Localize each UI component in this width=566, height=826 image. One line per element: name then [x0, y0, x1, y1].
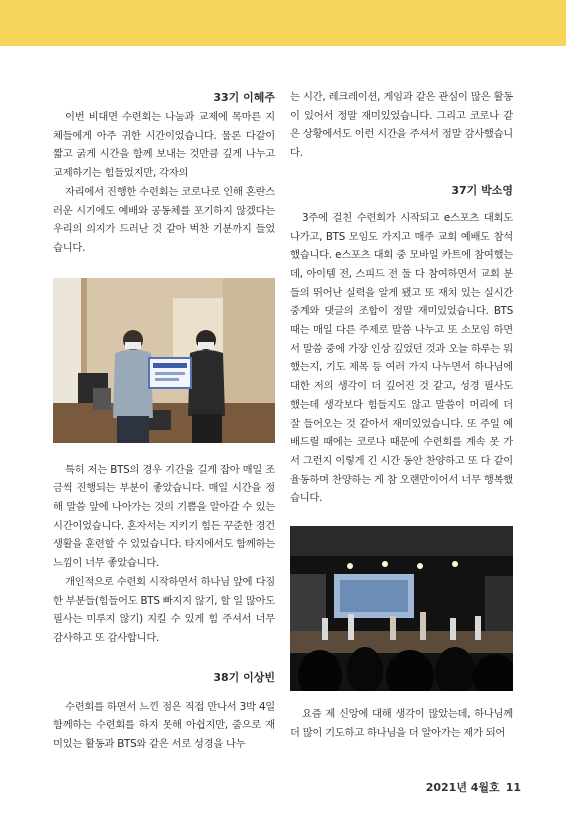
body-paragraph: 는 시간, 레크레이션, 게임과 같은 관심이 많은 활동이 있어서 정말 재미있었습니다. 그리고 코로나 같은 상황에서도 이런 시간을 주셔서 정말 감사했습니다.: [290, 91, 513, 160]
header-band: [0, 0, 566, 46]
award-photo: [53, 278, 275, 443]
issue-label: 2021년 4월호: [425, 781, 500, 794]
worship-photo-graphic: [290, 526, 513, 691]
author-name: 37기 박소영: [451, 183, 513, 197]
author-name: 33기 이혜주: [213, 91, 275, 104]
body-paragraph: 특히 저는 BTS의 경우 기간을 길게 잡아 매일 조금씩 진행되는 부분이 좋았습니다. 매일 시간을 정해 말씀 앞에 나아가는 것의 기쁨을 알아갈 수 있는 시간이었습니다. 혼자서는 지키기 힘든 꾸준한 경건생활을 훈련할 수 있었습니다. 타지에서도 함께하는 느낌이 너무 좋았습니다.: [53, 463, 275, 570]
page-number: 11: [505, 781, 521, 794]
body-paragraph: 이번 비대면 수련회는 나눔과 교제에 목마른 지체들에게 아주 귀한 시간이었습니다. 물론 다같이 짧고 굵게 시간을 함께 보내는 것만큼 깊게 나누고 교제하기는 힘들었지만, 각자의: [53, 111, 275, 180]
right-column: [290, 90, 513, 742]
body-paragraph: 3주에 걸친 수련회가 시작되고 e스포츠 대회도 나가고, BTS 모임도 가지고 매주 교회 예배도 참석했습니다. e스포츠 대회 중 모바일 카트에 참여했는데, 아이템 전, 스피드 전 둘 다 참여하면서 교회 분들의 뛰어난 실력을 알게 됐고 또 재치 있는 실시간 중계와 댓글의 조합이 정말 재미있었습니다. BTS 때는 매일 다른 주제로 말씀 나누고 또 소모임 하면서 말씀 중에 가장 인상 깊었던 것과 오늘 하루는 뭐 했는지, 기도 제목 등 여러 가지 나누면서 하나님에 대한 저의 생각이 더 깊어진 것 같고, 성경 필사도 했는데 생각보다 힘들지도 않고 말씀이 머리에 더 잘 들어오는 것 같아서 재미있었습니다. 또 주일 예배드릴 때에는 코로나 때문에 수련회를 계속 못 가서 그런지 이렇게 긴 시간 동안 찬양하고 또 다 같이 율동하며 찬양하는 게 참 오랜만이어서 너무 행복했습니다.: [290, 211, 513, 505]
worship-photo: [290, 526, 513, 691]
page-footer: [426, 779, 521, 795]
body-paragraph: 개인적으로 수련회 시작하면서 하나님 앞에 다짐한 부분들(힘들어도 BTS 빠지지 않기, 할 일 많아도 필사는 미루지 않기) 지킬 수 있게 힘 주셔서 너무 감사하고 또 감사합니다.: [53, 575, 275, 644]
body-paragraph: 요즘 제 신앙에 대해 생각이 많았는데, 하나님께 더 많이 기도하고 하나님을 더 알아가는 제가 되어: [290, 708, 513, 739]
award-photo-graphic: [53, 278, 275, 443]
author-name: 38기 이상빈: [213, 670, 275, 684]
body-paragraph: 자리에서 진행한 수련회는 코로나로 인해 혼란스러운 시기에도 예배와 공동체를 포기하지 않겠다는 우리의 의지가 드러난 것 같아 벅찬 기분까지 들었습니다.: [53, 185, 275, 254]
body-paragraph: 수련회를 하면서 느낀 점은 직접 만나서 3박 4일 함께하는 수련회를 하지 못해 아쉽지만, 줌으로 재미있는 활동과 BTS와 같은 서로 성경을 나누: [53, 700, 275, 751]
left-column: [53, 90, 275, 754]
